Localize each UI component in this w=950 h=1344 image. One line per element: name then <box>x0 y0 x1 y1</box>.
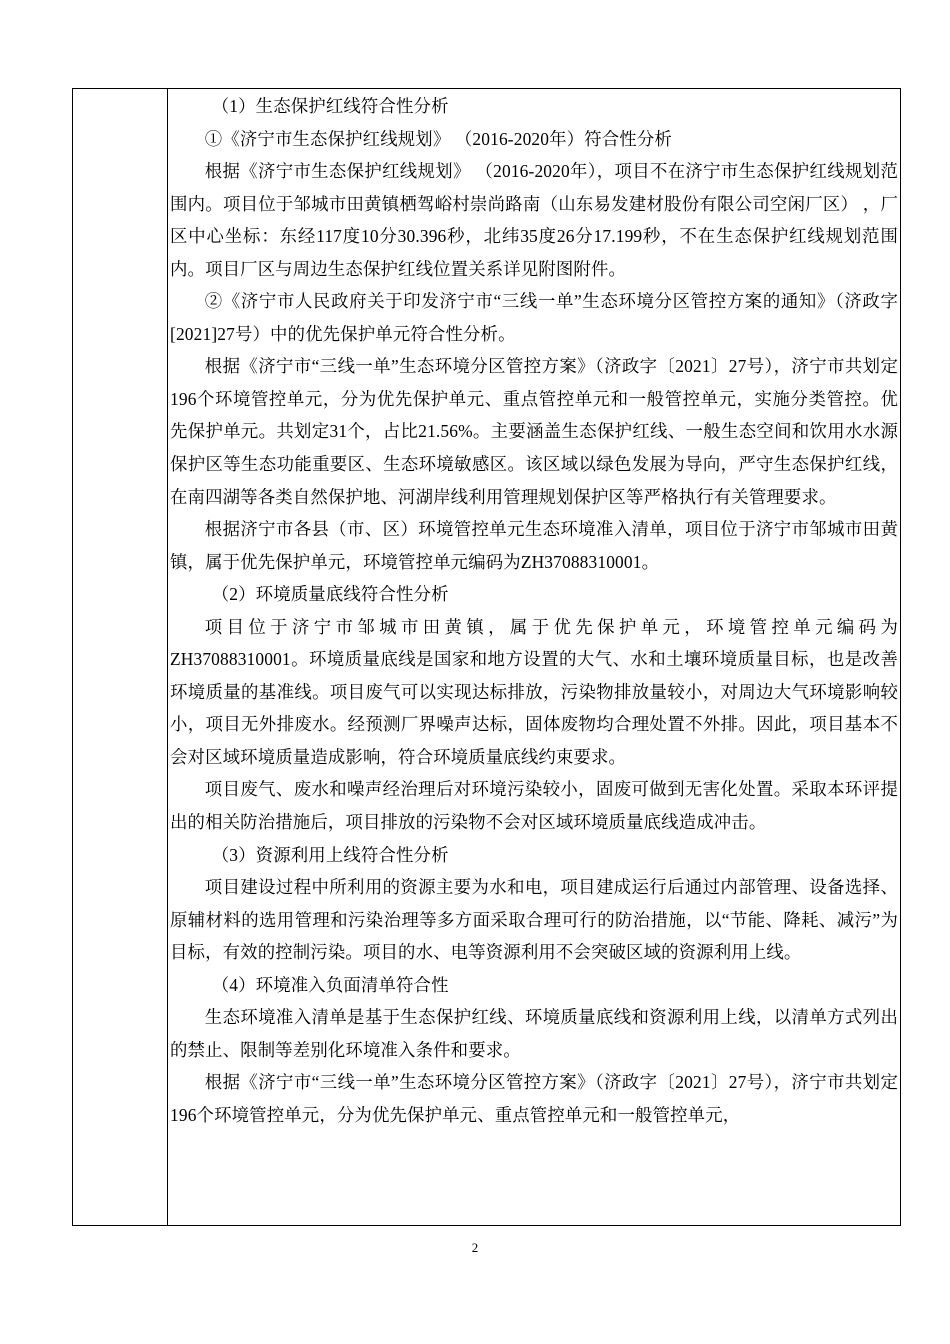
paragraph: 根据《济宁市“三线一单”生态环境分区管控方案》（济政字〔2021〕27号），济宁市共划定196个环境管控单元，分为优先保护单元、重点管控单元和一般管控单元， <box>170 1072 898 1125</box>
table-left-column <box>73 89 168 1225</box>
paragraph: ①《济宁市生态保护红线规划》 （2016-2020年）符合性分析 <box>204 128 672 149</box>
section-heading: （1）生态保护红线符合性分析 <box>211 96 449 116</box>
paragraph: 根据《济宁市“三线一单”生态环境分区管控方案》（济政字〔2021〕27号），济宁市共划定196个环境管控单元，分为优先保护单元、重点管控单元和一般管控单元，实施分类管控。优先保护单元。共划定31个，占比21.56%。主要涵盖生态保护红线、一般生态空间和饮用水水源保护区等生态功能重要区、生态环境敏感区。该区域以绿色发展为导向，严守生态保护红线，在南四湖等各类自然保护地、河湖岸线利用管理规划保护区等严格执行有关管理要求。 <box>170 356 898 507</box>
document-table <box>72 88 901 1226</box>
table-content-cell <box>170 89 898 1132</box>
paragraph: ②《济宁市人民政府关于印发济宁市“三线一单”生态环境分区管控方案的通知》（济政字[2021]27号）中的优先保护单元符合性分析。 <box>170 291 898 344</box>
section-heading: （4）环境准入负面清单符合性 <box>211 974 449 995</box>
paragraph: 项目废气、废水和噪声经治理后对环境污染较小，固废可做到无害化处置。采取本环评提出的相关防治措施后，项目排放的污染物不会对区域环境质量底线造成冲击。 <box>170 779 898 833</box>
paragraph: 生态环境准入清单是基于生态保护红线、环境质量底线和资源利用上线，以清单方式列出的禁止、限制等差别化环境准入条件和要求。 <box>170 1007 898 1060</box>
paragraph: 根据济宁市各县（市、区）环境管控单元生态环境准入清单，项目位于济宁市邹城市田黄镇，属于优先保护单元，环境管控单元编码为ZH37088310001。 <box>170 519 898 572</box>
paragraph: 项目位于济宁市邹城市田黄镇，属于优先保护单元，环境管控单元编码为ZH37088310001。环境质量底线是国家和地方设置的大气、水和土壤环境质量目标，也是改善环境质量的基准线。项目废气可以实现达标排放，污染物排放量较小，对周边大气环境影响较小，项目无外排废水。经预测厂界噪声达标，固体废物均合理处置不外排。因此，项目基本不会对区域环境质量造成影响，符合环境质量底线约束要求。 <box>170 616 898 767</box>
page-number: 2 <box>471 1240 479 1255</box>
paragraph: 项目建设过程中所利用的资源主要为水和电，项目建成运行后通过内部管理、设备选择、原辅材料的选用管理和污染治理等多方面采取合理可行的防治措施，以“节能、降耗、减污”为目标，有效的控制污染。项目的水、电等资源利用不会突破区域的资源利用上线。 <box>170 877 898 963</box>
paragraph: 根据《济宁市生态保护红线规划》 （2016-2020年），项目不在济宁市生态保护红线规划范围内。项目位于邹城市田黄镇栖驾峪村崇尚路南（山东易发建材股份有限公司空闲厂区） ，厂区中心坐标：东经117度10分30.396秒，北纬35度26分17.199秒，不在生态保护红线规划范围内。项目厂区与周边生态保护红线位置关系详见附图附件。 <box>170 161 898 279</box>
section-heading: （3）资源利用上线符合性分析 <box>211 844 449 865</box>
section-heading: （2）环境质量底线符合性分析 <box>211 584 449 605</box>
